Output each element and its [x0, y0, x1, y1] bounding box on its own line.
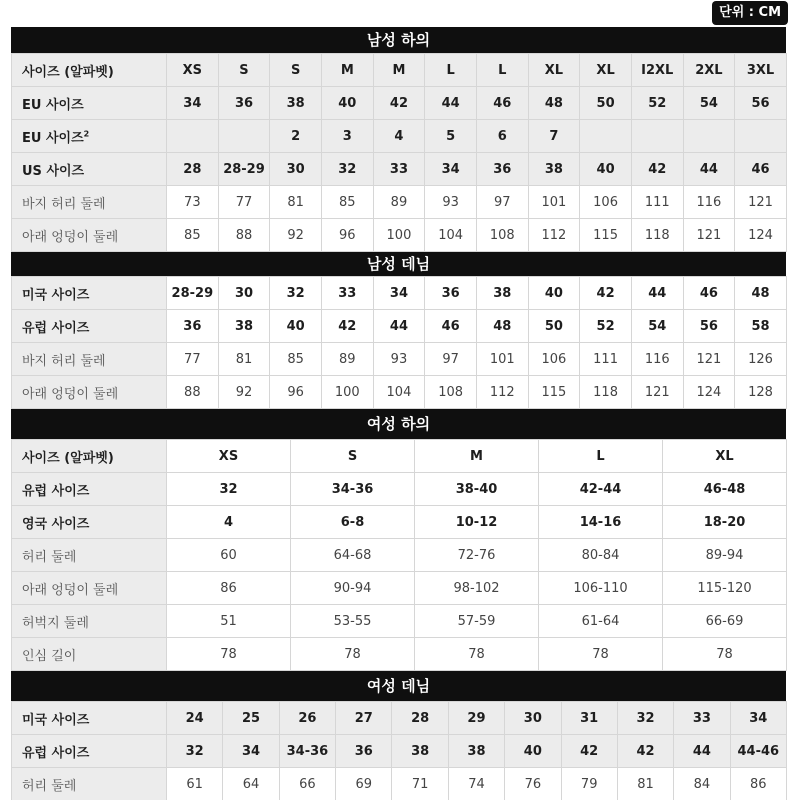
measure-cell: 81: [270, 186, 322, 219]
size-cell: 34: [223, 735, 279, 768]
measure-cell: 92: [270, 219, 322, 252]
measure-cell: 115: [528, 376, 580, 409]
measure-cell: 78: [167, 638, 291, 671]
table-row: [12, 153, 787, 186]
size-cell: 32: [167, 735, 223, 768]
size-cell: XS: [167, 440, 291, 473]
size-cell: 30: [270, 153, 322, 186]
size-cell: 7: [528, 120, 580, 153]
measure-cell: 93: [425, 186, 477, 219]
row-label-text: EU 사이즈: [22, 130, 84, 146]
table-row: [12, 539, 787, 572]
measure-cell: 78: [663, 638, 787, 671]
measure-cell: 121: [683, 343, 735, 376]
size-cell: 46: [476, 87, 528, 120]
size-cell: 30: [505, 702, 561, 735]
size-cell: 33: [321, 277, 373, 310]
measure-cell: 51: [167, 605, 291, 638]
measure-cell: 72-76: [415, 539, 539, 572]
table-row: [12, 768, 787, 800]
row-label: 유럽 사이즈: [12, 310, 167, 343]
size-cell: 56: [735, 87, 787, 120]
size-chart: [11, 27, 786, 800]
measure-cell: 111: [580, 343, 632, 376]
measure-cell: 89-94: [663, 539, 787, 572]
size-cell: 36: [167, 310, 219, 343]
size-cell: 50: [528, 310, 580, 343]
size-cell: S: [270, 54, 322, 87]
measure-cell: 115: [580, 219, 632, 252]
measure-cell: 89: [321, 343, 373, 376]
measure-cell: 97: [425, 343, 477, 376]
row-label: 허리 둘레: [12, 539, 167, 572]
size-cell: 3: [321, 120, 373, 153]
size-cell: 44: [683, 153, 735, 186]
size-cell: 6: [476, 120, 528, 153]
size-cell: 34: [167, 87, 219, 120]
row-label: EU 사이즈: [12, 87, 167, 120]
size-cell: 54: [683, 87, 735, 120]
measure-cell: 108: [476, 219, 528, 252]
size-cell: 32: [167, 473, 291, 506]
measure-cell: 86: [167, 572, 291, 605]
size-cell: 32: [617, 702, 673, 735]
measure-cell: 92: [218, 376, 270, 409]
measure-cell: 66: [279, 768, 335, 800]
size-cell: 42: [580, 277, 632, 310]
size-cell: 36: [476, 153, 528, 186]
size-cell: 6-8: [291, 506, 415, 539]
size-cell: 38: [392, 735, 448, 768]
table-row: [12, 702, 787, 735]
measure-cell: 88: [167, 376, 219, 409]
measure-cell: 104: [425, 219, 477, 252]
size-cell: 38: [270, 87, 322, 120]
measure-cell: 78: [539, 638, 663, 671]
measure-cell: 116: [683, 186, 735, 219]
size-cell: [218, 120, 270, 153]
size-cell: 46-48: [663, 473, 787, 506]
size-cell: 33: [674, 702, 730, 735]
size-cell: 2XL: [683, 54, 735, 87]
size-cell: 25: [223, 702, 279, 735]
size-cell: 40: [270, 310, 322, 343]
size-cell: 42: [561, 735, 617, 768]
size-cell: 34: [373, 277, 425, 310]
table-row: [12, 735, 787, 768]
men-denim-table: [11, 276, 787, 409]
size-cell: 29: [448, 702, 504, 735]
size-cell: 5: [425, 120, 477, 153]
measure-cell: 106: [528, 343, 580, 376]
size-cell: 4: [373, 120, 425, 153]
table-row: [12, 186, 787, 219]
size-cell: 58: [735, 310, 787, 343]
size-cell: 10-12: [415, 506, 539, 539]
table-row: [12, 219, 787, 252]
table-row: [12, 120, 787, 153]
measure-cell: 81: [218, 343, 270, 376]
measure-cell: 85: [270, 343, 322, 376]
size-cell: [167, 120, 219, 153]
measure-cell: 64-68: [291, 539, 415, 572]
size-cell: 42-44: [539, 473, 663, 506]
size-cell: 44: [373, 310, 425, 343]
measure-cell: 71: [392, 768, 448, 800]
section-title-women-bottoms: 여성 하의: [11, 409, 786, 439]
measure-cell: 74: [448, 768, 504, 800]
unit-badge: 단위 : CM: [712, 1, 788, 25]
measure-cell: 96: [321, 219, 373, 252]
size-cell: 28-29: [167, 277, 219, 310]
measure-cell: 121: [683, 219, 735, 252]
row-label: 미국 사이즈: [12, 702, 167, 735]
measure-cell: 84: [674, 768, 730, 800]
section-title-men-denim: 남성 데님: [11, 252, 786, 276]
size-cell: M: [415, 440, 539, 473]
size-cell: 44-46: [730, 735, 786, 768]
size-cell: 3XL: [735, 54, 787, 87]
size-cell: 36: [336, 735, 392, 768]
measure-cell: 108: [425, 376, 477, 409]
measure-cell: 78: [291, 638, 415, 671]
size-cell: 26: [279, 702, 335, 735]
size-cell: 34-36: [291, 473, 415, 506]
measure-cell: 81: [617, 768, 673, 800]
size-cell: 46: [425, 310, 477, 343]
size-cell: 38: [528, 153, 580, 186]
size-cell: 27: [336, 702, 392, 735]
measure-cell: 100: [373, 219, 425, 252]
measure-cell: 100: [321, 376, 373, 409]
size-cell: 46: [735, 153, 787, 186]
size-cell: 28-29: [218, 153, 270, 186]
size-cell: 42: [631, 153, 683, 186]
row-label: 허벅지 둘레: [12, 605, 167, 638]
measure-cell: 121: [735, 186, 787, 219]
measure-cell: 85: [167, 219, 219, 252]
row-label: 아래 엉덩이 둘레: [12, 219, 167, 252]
row-label: 인심 길이: [12, 638, 167, 671]
size-cell: 30: [218, 277, 270, 310]
measure-cell: 97: [476, 186, 528, 219]
measure-cell: 98-102: [415, 572, 539, 605]
size-cell: 38-40: [415, 473, 539, 506]
size-cell: 38: [476, 277, 528, 310]
size-cell: 28: [392, 702, 448, 735]
measure-cell: 66-69: [663, 605, 787, 638]
size-cell: I2XL: [631, 54, 683, 87]
men-bottoms-table: [11, 53, 787, 252]
row-label: 유럽 사이즈: [12, 735, 167, 768]
size-cell: 52: [631, 87, 683, 120]
measure-cell: 57-59: [415, 605, 539, 638]
size-cell: 2: [270, 120, 322, 153]
measure-cell: 79: [561, 768, 617, 800]
row-label: [12, 120, 167, 153]
table-row: [12, 638, 787, 671]
table-row: [12, 376, 787, 409]
section-title-women-denim: 여성 데님: [11, 671, 786, 701]
size-cell: 36: [218, 87, 270, 120]
size-cell: 42: [373, 87, 425, 120]
measure-cell: 86: [730, 768, 786, 800]
size-cell: 46: [683, 277, 735, 310]
measure-cell: 118: [631, 219, 683, 252]
measure-cell: 101: [476, 343, 528, 376]
size-cell: 38: [218, 310, 270, 343]
table-row: [12, 506, 787, 539]
measure-cell: 116: [631, 343, 683, 376]
measure-cell: 69: [336, 768, 392, 800]
measure-cell: 73: [167, 186, 219, 219]
measure-cell: 78: [415, 638, 539, 671]
size-cell: 18-20: [663, 506, 787, 539]
table-row: [12, 343, 787, 376]
row-label: 아래 엉덩이 둘레: [12, 572, 167, 605]
size-cell: M: [373, 54, 425, 87]
row-label: 유럽 사이즈: [12, 473, 167, 506]
size-cell: [683, 120, 735, 153]
size-cell: 33: [373, 153, 425, 186]
row-label: 미국 사이즈: [12, 277, 167, 310]
size-cell: 48: [528, 87, 580, 120]
size-cell: L: [425, 54, 477, 87]
size-cell: 40: [528, 277, 580, 310]
size-cell: 28: [167, 153, 219, 186]
measure-cell: 118: [580, 376, 632, 409]
row-label: US 사이즈: [12, 153, 167, 186]
size-cell: M: [321, 54, 373, 87]
size-cell: 32: [321, 153, 373, 186]
measure-cell: 106-110: [539, 572, 663, 605]
size-cell: XL: [663, 440, 787, 473]
measure-cell: 93: [373, 343, 425, 376]
size-cell: L: [476, 54, 528, 87]
size-cell: 36: [425, 277, 477, 310]
measure-cell: 80-84: [539, 539, 663, 572]
row-label: 사이즈 (알파벳): [12, 54, 167, 87]
measure-cell: 121: [631, 376, 683, 409]
measure-cell: 104: [373, 376, 425, 409]
size-cell: 42: [617, 735, 673, 768]
measure-cell: 76: [505, 768, 561, 800]
row-label: 사이즈 (알파벳): [12, 440, 167, 473]
row-label: 아래 엉덩이 둘레: [12, 376, 167, 409]
size-cell: S: [218, 54, 270, 87]
row-label: 바지 허리 둘레: [12, 343, 167, 376]
measure-cell: 124: [683, 376, 735, 409]
size-cell: 40: [580, 153, 632, 186]
size-cell: 40: [505, 735, 561, 768]
measure-cell: 60: [167, 539, 291, 572]
size-cell: 42: [321, 310, 373, 343]
size-cell: 44: [674, 735, 730, 768]
size-cell: [735, 120, 787, 153]
table-row: [12, 605, 787, 638]
size-cell: 50: [580, 87, 632, 120]
measure-cell: 61: [167, 768, 223, 800]
size-cell: 34: [730, 702, 786, 735]
measure-cell: 101: [528, 186, 580, 219]
size-cell: 4: [167, 506, 291, 539]
women-denim-table: [11, 701, 787, 800]
section-title-men-bottoms: 남성 하의: [11, 27, 786, 53]
size-cell: 44: [631, 277, 683, 310]
measure-cell: 85: [321, 186, 373, 219]
size-cell: 54: [631, 310, 683, 343]
measure-cell: 64: [223, 768, 279, 800]
measure-cell: 90-94: [291, 572, 415, 605]
measure-cell: 115-120: [663, 572, 787, 605]
size-cell: [580, 120, 632, 153]
row-label: 바지 허리 둘레: [12, 186, 167, 219]
table-row: [12, 277, 787, 310]
measure-cell: 112: [476, 376, 528, 409]
table-row: [12, 572, 787, 605]
size-cell: 34-36: [279, 735, 335, 768]
measure-cell: 128: [735, 376, 787, 409]
size-cell: 48: [476, 310, 528, 343]
measure-cell: 77: [218, 186, 270, 219]
measure-cell: 88: [218, 219, 270, 252]
table-row: [12, 54, 787, 87]
measure-cell: 106: [580, 186, 632, 219]
size-cell: 14-16: [539, 506, 663, 539]
measure-cell: 112: [528, 219, 580, 252]
size-cell: 34: [425, 153, 477, 186]
size-cell: 24: [167, 702, 223, 735]
women-bottoms-table: [11, 439, 787, 671]
table-row: [12, 310, 787, 343]
measure-cell: 89: [373, 186, 425, 219]
footnote-mark: 2: [83, 129, 90, 139]
table-row: [12, 473, 787, 506]
size-cell: XL: [528, 54, 580, 87]
measure-cell: 96: [270, 376, 322, 409]
size-cell: 40: [321, 87, 373, 120]
table-row: [12, 440, 787, 473]
size-cell: S: [291, 440, 415, 473]
measure-cell: 53-55: [291, 605, 415, 638]
measure-cell: 77: [167, 343, 219, 376]
size-cell: XL: [580, 54, 632, 87]
measure-cell: 124: [735, 219, 787, 252]
size-cell: 52: [580, 310, 632, 343]
size-cell: [631, 120, 683, 153]
row-label: 허리 둘레: [12, 768, 167, 800]
size-cell: 44: [425, 87, 477, 120]
size-cell: 31: [561, 702, 617, 735]
measure-cell: 126: [735, 343, 787, 376]
size-cell: 38: [448, 735, 504, 768]
size-cell: XS: [167, 54, 219, 87]
size-cell: 56: [683, 310, 735, 343]
size-cell: 32: [270, 277, 322, 310]
size-cell: 48: [735, 277, 787, 310]
measure-cell: 61-64: [539, 605, 663, 638]
row-label: 영국 사이즈: [12, 506, 167, 539]
table-row: [12, 87, 787, 120]
size-cell: L: [539, 440, 663, 473]
measure-cell: 111: [631, 186, 683, 219]
